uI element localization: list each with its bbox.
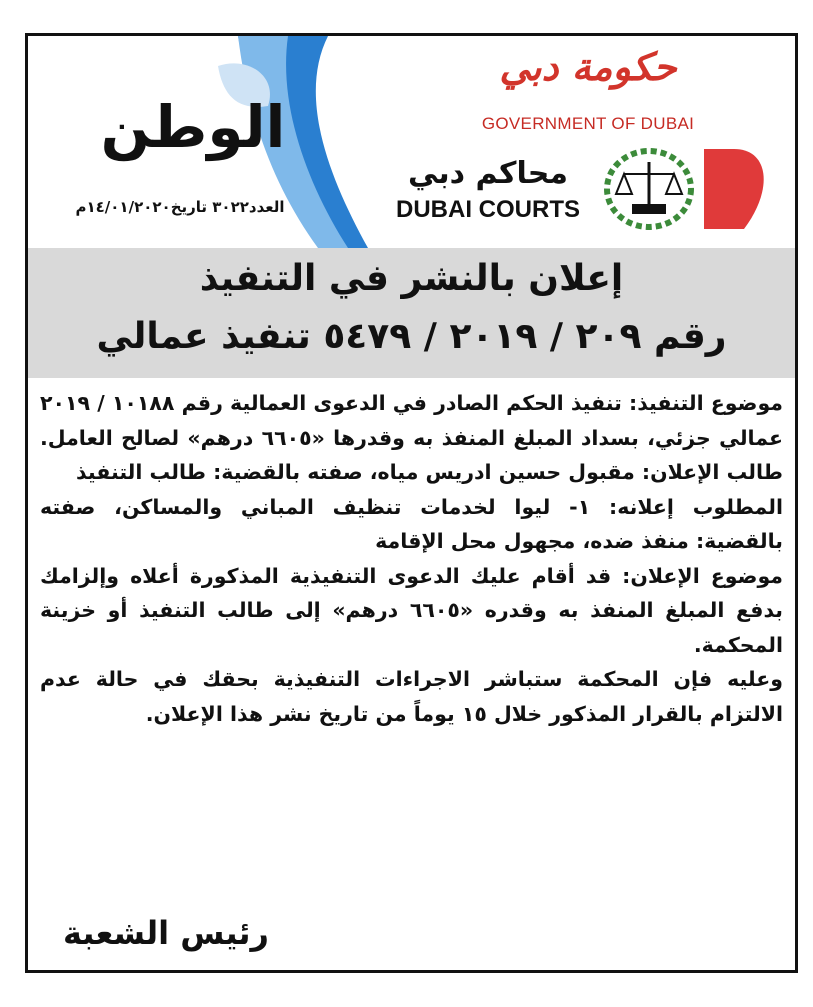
courts-name-english: DUBAI COURTS — [396, 196, 580, 223]
court-action-paragraph: وعليه فإن المحكمة ستباشر الاجراءات التنفيذية بحقك في حالة عدم الالتزام بالقرار المذكور خلال ١٥ يوماً من تاريخ نشر هذا الإعلان. — [40, 667, 783, 726]
header — [28, 36, 795, 248]
dubai-courts-emblem-icon — [594, 144, 774, 234]
courts-name-arabic: محاكم دبي — [408, 156, 568, 191]
notified-party-paragraph: المطلوب إعلانه: ١- ليوا لخدمات تنظيف المباني والمساكن، صفته بالقضية: منفذ ضده، مجهول محل الإقامة — [40, 494, 783, 553]
signature: رئيس الشعبة — [63, 914, 269, 952]
newspaper-name: الوطن — [100, 93, 286, 161]
government-name-english: GOVERNMENT OF DUBAI — [481, 114, 695, 133]
newspaper-issue-date: العدد٣٠٢٢ تاريخ١٤/٠١/٢٠٢٠م — [75, 198, 285, 216]
notice-subject-paragraph: موضوع الإعلان: قد أقام عليك الدعوى التنفيذية المذكورة أعلاه وإلزامك بدفع المبلغ المنفذ به وقدره «٦٦٠٥ درهم» إلى طالب التنفيذ أو خزينة المحكمة. — [40, 563, 784, 657]
title-band — [28, 248, 795, 378]
execution-subject-paragraph: موضوع التنفيذ: تنفيذ الحكم الصادر في الدعوى العمالية رقم ١٠١٨٨ / ٢٠١٩ عمالي جزئي، بسداد المبلغ المنفذ به وقدرها «٦٦٠٥ درهم» لصالح العامل. طالب الإعلان: مقبول حسين ادريس مياه، صفته بالقضية: طالب التنفيذ — [40, 391, 783, 484]
announcement-body — [40, 386, 783, 731]
announcement-frame — [25, 33, 798, 973]
government-name-arabic: حكومة دبي — [499, 44, 677, 89]
announcement-title: إعلان بالنشر في التنفيذ — [199, 258, 624, 299]
case-number: رقم ٢٠٩ / ٢٠١٩ / ٥٤٧٩ تنفيذ عمالي — [96, 316, 727, 357]
